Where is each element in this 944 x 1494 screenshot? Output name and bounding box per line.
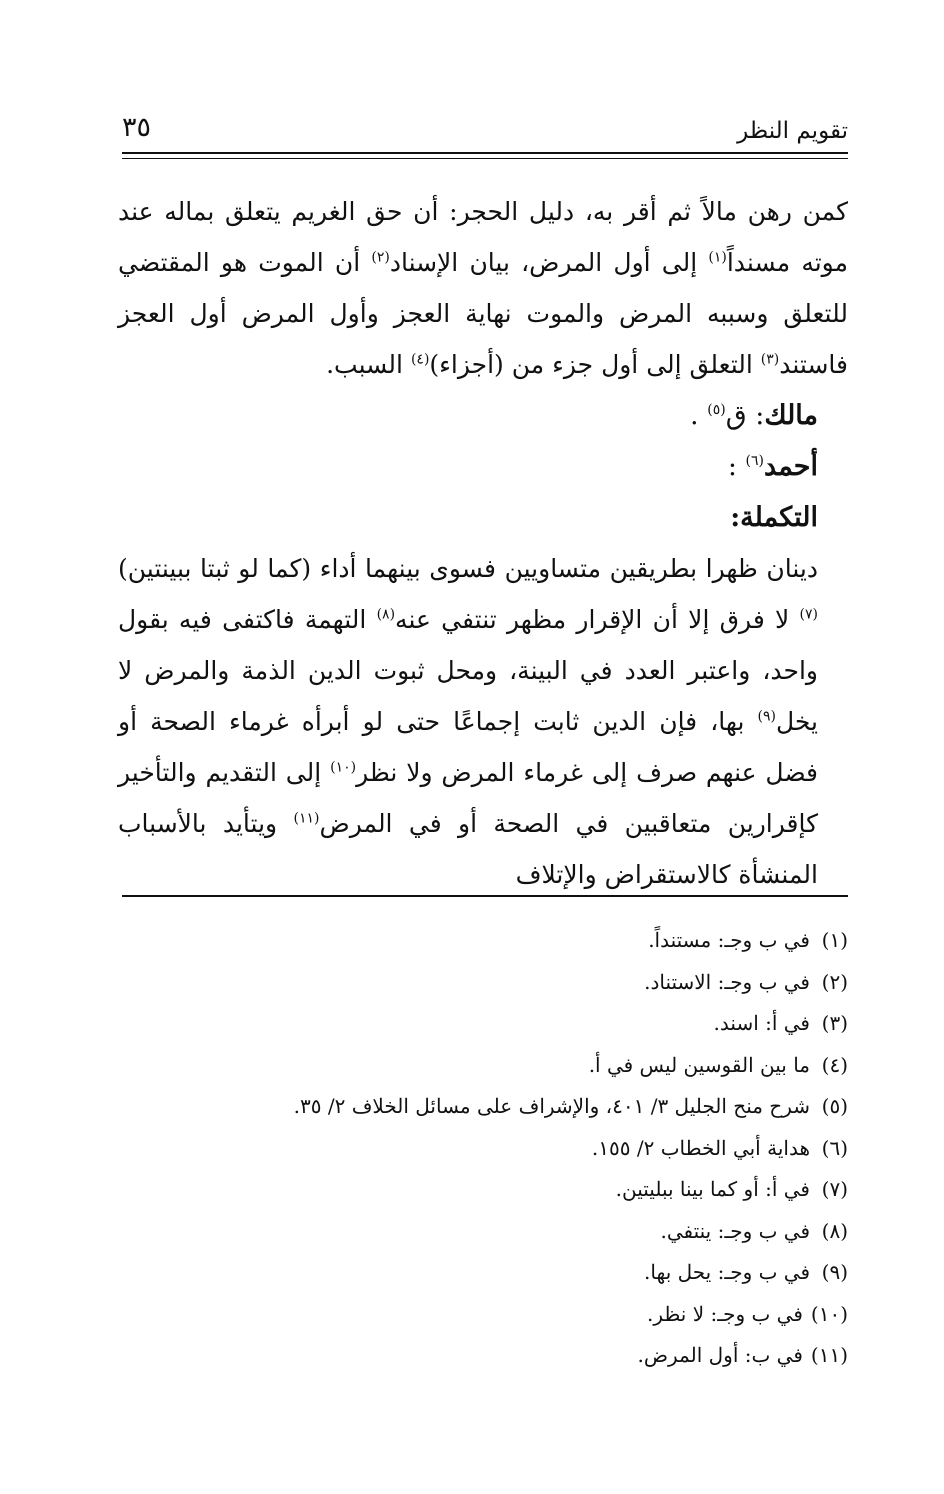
footnote-item: (٢)في ب وجـ: الاستناد. (644, 969, 848, 994)
malik-label: مالك (764, 400, 818, 431)
footnote-ref: (١) (708, 249, 727, 266)
footnote-rule (122, 895, 848, 897)
footnote-ref: (٤) (410, 351, 430, 368)
footnote-ref: (٥) (707, 402, 726, 418)
footnote-item: (١١)في ب: أول المرض. (637, 1343, 848, 1367)
paragraph-2: دينان ظهرا بطريقين متساويين فسوى بينهما أداء (كما لو ثبتا ببينتين)$^{(٧)}$ لا فرق إلا أن الإقرار مظهر تنتفي عنه$^{(٨)}$ التهمة فاكتفى فيه بقول واحد، واعتبر العدد في البينة، ومحل ثبوت الدين الذمة والمرض لا يخل$^{(٩)}$ بها، فإن الدين ثابت إجماعًا حتى لو أبرأه غرماء الصحة أو فضل عنهم صرف إلى غرماء المرض ولا نظر$^{(١٠)}$ إلى التقديم والتأخير كإقرارين متعاقبين في الصحة أو في المرض$^{(١١)}$ ويتأيد بالأسباب المنشأة كالاستقراض والإتلاف (118, 554, 819, 889)
footnote-item: (٩)في ب وجـ: يحل بها. (644, 1260, 848, 1284)
header-rule (122, 152, 848, 154)
footnote-ref: (١٠) (330, 759, 357, 776)
header-rule-thin (122, 158, 848, 159)
footnote-ref: (٧) (799, 606, 819, 623)
ahmad-line: أحمد$^{(٦)}$ : (727, 451, 818, 482)
footnote-item: (١٠)في ب وجـ: لا نظر. (647, 1301, 848, 1326)
footnote-item: (٨)في ب وجـ: ينتفي. (660, 1218, 848, 1243)
footnote-item: (٦)هداية أبي الخطاب ٢/ ١٥٥. (591, 1135, 848, 1160)
footnote-ref: (١١) (293, 810, 320, 827)
footnote-ref: (٣) (760, 351, 780, 368)
footnote-item: (٥)شرح منح الجليل ٣/ ٤٠١، والإشراف على مسائل الخلاف ٢/ ٣٥. (293, 1094, 848, 1118)
footnote-item: (٤)ما بين القوسين ليس في أ. (588, 1052, 848, 1077)
ahmad-label: أحمد (764, 451, 818, 482)
main-text (118, 186, 848, 900)
footnotes (200, 920, 848, 1377)
malik-line: مالك: ق$^{(٥)}$ . (690, 400, 818, 431)
footnote-ref: (٦) (745, 453, 765, 469)
footnote-item: (٣)في أ: اسند. (713, 1011, 848, 1035)
running-header (122, 112, 848, 152)
footnote-item: (١)في ب وجـ: مستنداً. (648, 928, 848, 952)
page-number: ٣٥ (122, 112, 152, 143)
takmila-heading: التكملة: (730, 502, 818, 533)
running-header-title: تقويم النظر (737, 118, 848, 144)
footnote-ref: (٨) (376, 606, 396, 623)
footnote-ref: (٩) (757, 708, 776, 725)
paragraph-1: كمن رهن مالاً ثم أقر به، دليل الحجر: أن حق الغريم يتعلق بماله عند موته مسنداً$^{(١)}$ إلى أول المرض، بيان الإسناد$^{(٢)}$ أن الموت هو المقتضي للتعلق وسببه المرض والموت نهاية العجز وأول المرض أول العجز فاستند$^{(٣)}$ التعلق إلى أول جزء من (أجزاء)$^{(٤)}$ السبب. (118, 197, 848, 379)
footnote-item: (٧)في أ: أو كما بينا ببليتين. (615, 1177, 848, 1201)
footnote-ref: (٢) (371, 249, 390, 266)
